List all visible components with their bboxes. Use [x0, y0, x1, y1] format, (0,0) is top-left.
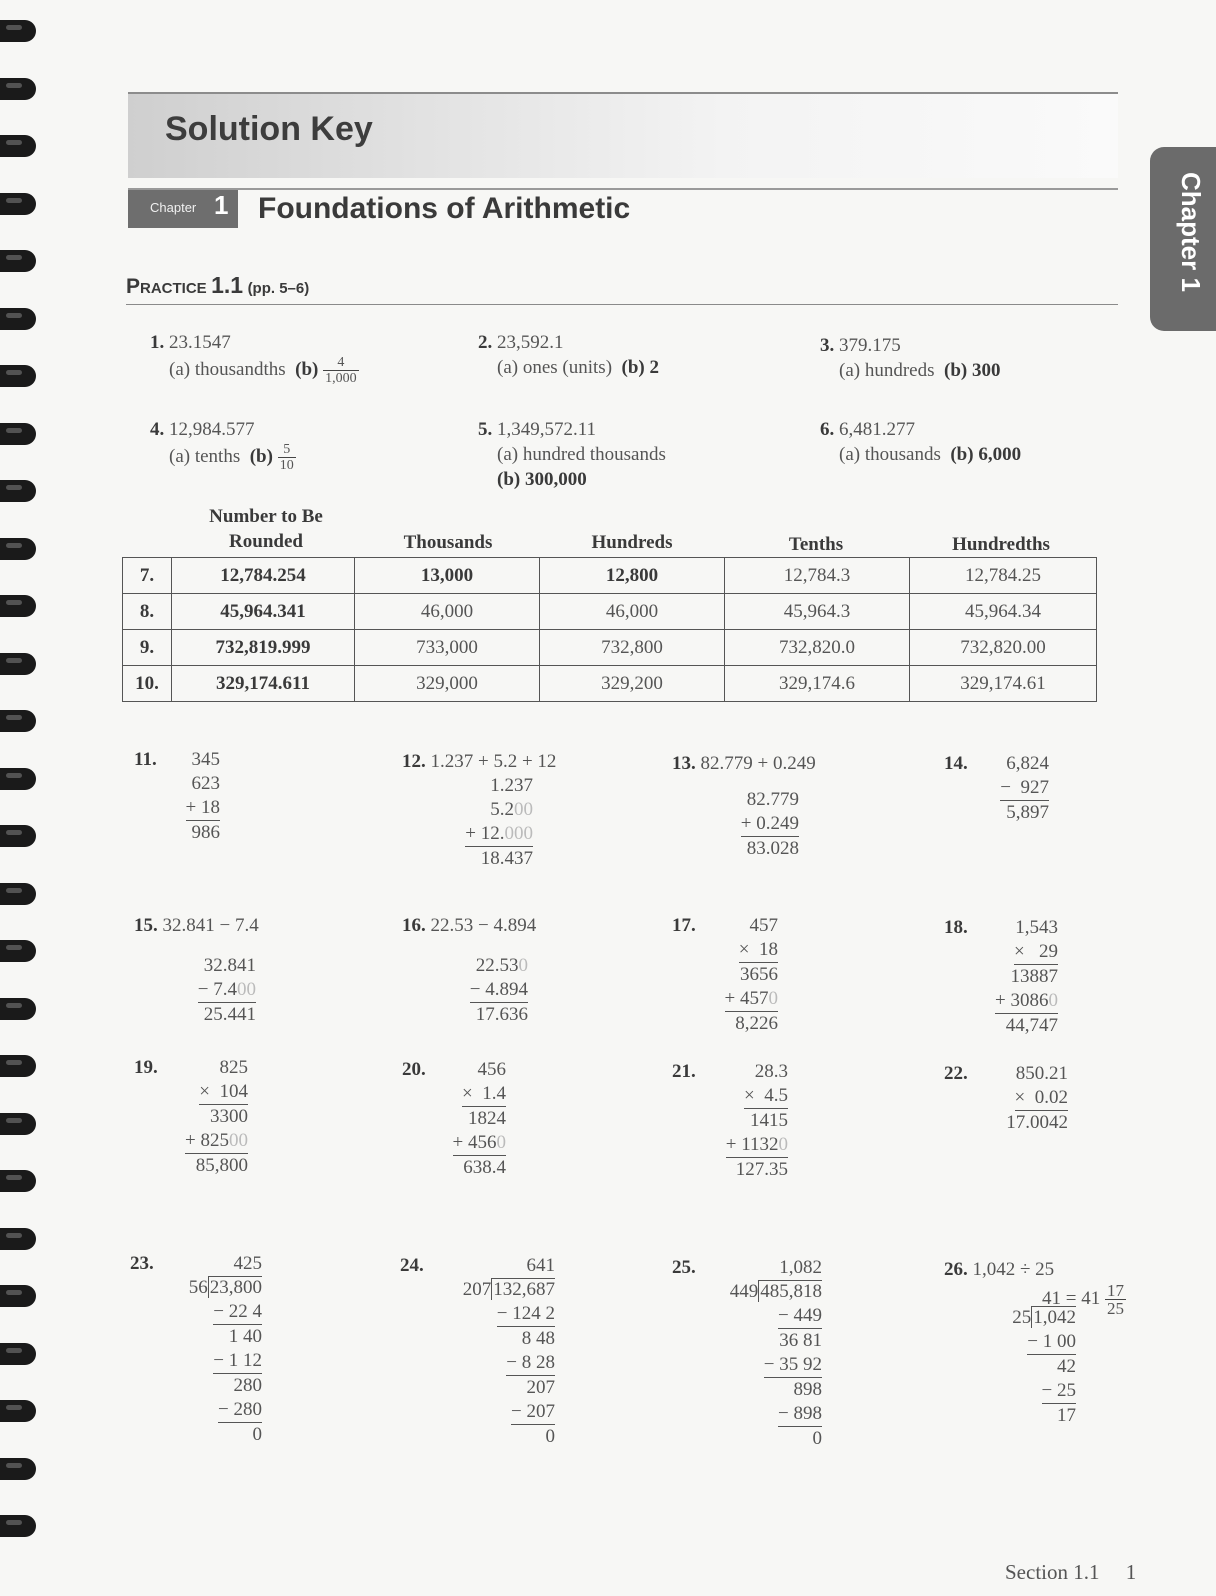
work-line: 280	[233, 1375, 262, 1396]
problem-20-number	[402, 1058, 426, 1082]
problem-number: 21.	[672, 1061, 696, 1082]
binding-ring	[0, 1343, 36, 1365]
work-line: + 0.249	[741, 812, 799, 837]
problem-26-question	[944, 1258, 1054, 1282]
problem-number: 13.	[672, 753, 696, 774]
chapter-title: Foundations of Arithmetic	[258, 192, 631, 225]
fraction-denominator: 25	[1107, 1299, 1124, 1318]
exercise-number: 4.	[150, 419, 165, 440]
problem-14-number	[944, 752, 968, 776]
binding-ring	[0, 250, 36, 272]
problem-number: 26.	[944, 1259, 968, 1280]
cell-number: 732,819.999	[172, 630, 355, 666]
work-line: − 898	[778, 1402, 822, 1427]
fraction	[1105, 1282, 1126, 1317]
problem-19	[170, 1056, 248, 1178]
divisor: 207	[462, 1279, 492, 1300]
work-line: 3656	[740, 964, 778, 985]
work-result: 5,897	[1006, 802, 1049, 823]
binding-ring	[0, 1055, 36, 1077]
cell-thousands: 733,000	[355, 630, 540, 666]
work-line: 898	[793, 1379, 822, 1400]
work-line: − 22 4	[213, 1300, 262, 1325]
dividend: 132,687	[493, 1279, 555, 1300]
work-remainder: 0	[252, 1424, 262, 1445]
exercise-3	[820, 333, 1000, 383]
binding-ring	[0, 1458, 36, 1480]
problem-16	[452, 954, 528, 1027]
table-header-number: Number to Be Rounded	[209, 506, 323, 552]
problem-18-number	[944, 916, 968, 940]
cell-number: 329,174.611	[172, 666, 355, 702]
exercise-answer-a: (a) ones (units)	[497, 357, 613, 378]
table-header-hundreds: Hundreds	[591, 532, 673, 553]
binding-ring	[0, 538, 36, 560]
problem-number: 17.	[672, 915, 696, 936]
fraction-denominator: 10	[279, 458, 294, 473]
problem-number: 11.	[134, 749, 157, 770]
dividend: 485,818	[760, 1281, 822, 1302]
quotient: 425	[233, 1253, 262, 1274]
page-number: 1	[1125, 1560, 1137, 1584]
fraction-numerator: 17	[1107, 1281, 1124, 1300]
problem-number: 23.	[130, 1253, 154, 1274]
dividend: 1,042	[1033, 1307, 1076, 1328]
exercise-answer-b: (b)	[249, 445, 273, 467]
work-result: 638.4	[463, 1157, 506, 1178]
binding-ring	[0, 78, 36, 100]
placeholder-zeros: 0	[496, 1132, 506, 1153]
work-line: × 29	[1014, 940, 1058, 965]
work-line: 42	[1057, 1356, 1076, 1377]
placeholder-zeros: 0	[778, 1134, 788, 1155]
problem-20	[440, 1058, 506, 1180]
exercise-2	[478, 330, 659, 380]
exercise-number: 6.	[820, 419, 835, 440]
table-header-tenths: Tenths	[788, 534, 844, 555]
work-line: − 7.4	[197, 979, 237, 1000]
spiral-binding	[0, 20, 40, 1580]
placeholder-zeros: 00	[514, 799, 533, 820]
work-line: × 1.4	[462, 1082, 506, 1107]
work-line: 13887	[1010, 966, 1058, 987]
exercise-value: 23,592.1	[497, 332, 564, 353]
work-result: 17.0042	[1006, 1112, 1068, 1133]
exercise-6	[820, 417, 1021, 467]
practice-pages: (pp. 5–6)	[247, 280, 310, 297]
work-line: 457	[749, 915, 778, 936]
work-line: + 12.	[465, 823, 505, 844]
problem-12	[420, 774, 533, 871]
problem-12-question	[402, 750, 556, 774]
exercise-answer-a: (a) thousandths	[169, 358, 286, 380]
dividend: 23,800	[209, 1277, 262, 1298]
problem-number: 19.	[134, 1057, 158, 1078]
work-line: − 927	[1000, 776, 1049, 801]
cell-hundredths: 45,964.34	[910, 594, 1097, 630]
cell-hundreds: 12,800	[540, 558, 725, 594]
work-line: + 18	[186, 796, 220, 821]
row-number: 10.	[123, 666, 172, 702]
exercise-number: 2.	[478, 332, 493, 353]
page-footer	[1005, 1560, 1136, 1585]
exercise-number: 3.	[820, 335, 835, 356]
work-line: 28.3	[754, 1061, 788, 1082]
problem-question: 82.779 + 0.249	[700, 753, 816, 774]
work-line: − 449	[778, 1304, 822, 1329]
fraction-numerator: 5	[278, 442, 296, 458]
problem-number: 20.	[402, 1059, 426, 1080]
problem-25-number	[672, 1256, 696, 1280]
problem-19-number	[134, 1056, 158, 1080]
work-line: 1 40	[228, 1326, 262, 1347]
work-line: 1415	[750, 1110, 788, 1131]
exercise-answer-b: (b) 2	[621, 357, 660, 378]
cell-thousands: 13,000	[355, 558, 540, 594]
fraction-denominator: 1,000	[325, 371, 357, 386]
binding-ring	[0, 1400, 36, 1422]
problem-question: 32.841 − 7.4	[162, 915, 259, 936]
work-line: × 18	[739, 938, 778, 963]
divisor: 56	[188, 1277, 208, 1298]
work-remainder: 17	[1057, 1405, 1076, 1426]
work-line: 5.2	[490, 799, 514, 820]
work-line: 207	[526, 1377, 555, 1398]
exercise-answer-b: (b) 300,000	[497, 469, 587, 490]
exercise-answer-b: (b) 6,000	[950, 444, 1022, 465]
problem-13	[700, 788, 799, 861]
placeholder-zeros: 0	[768, 988, 778, 1009]
problem-17-number	[672, 914, 696, 938]
problem-number: 25.	[672, 1257, 696, 1278]
work-line: 1,543	[1015, 917, 1058, 938]
problem-24-number	[400, 1254, 424, 1278]
exercise-answer-a: (a) tenths	[169, 445, 241, 467]
work-line: 22.53	[475, 955, 519, 976]
exercise-answer-a: (a) hundred thousands	[497, 444, 666, 465]
binding-ring	[0, 653, 36, 675]
work-line: − 35 92	[764, 1353, 822, 1378]
binding-ring	[0, 20, 36, 42]
work-result: 85,800	[195, 1155, 248, 1176]
cell-tenths: 732,820.0	[725, 630, 910, 666]
problem-25	[710, 1256, 822, 1451]
work-line: + 457	[724, 988, 769, 1009]
binding-ring	[0, 595, 36, 617]
table-row	[123, 594, 1097, 630]
problem-number: 22.	[944, 1063, 968, 1084]
work-line: × 0.02	[1015, 1086, 1068, 1111]
binding-ring	[0, 308, 36, 330]
work-remainder: 0	[545, 1426, 555, 1447]
chapter-number: 1	[214, 190, 229, 220]
placeholder-zeros: 000	[504, 823, 533, 844]
quotient: 41 = 41	[1042, 1287, 1101, 1309]
problem-15	[180, 954, 256, 1027]
work-line: 623	[191, 773, 220, 794]
work-result: 83.028	[746, 838, 799, 859]
practice-rule	[126, 304, 1118, 305]
problem-13-question	[672, 752, 816, 776]
binding-ring	[0, 1170, 36, 1192]
problem-24	[440, 1254, 555, 1449]
fraction	[323, 355, 359, 386]
exercise-answer-a: (a) hundreds	[839, 360, 935, 381]
cell-hundredths: 732,820.00	[910, 630, 1097, 666]
problem-21-number	[672, 1060, 696, 1084]
rounding-table	[122, 557, 1097, 702]
placeholder-zeros: 0	[518, 955, 528, 976]
binding-ring	[0, 1285, 36, 1307]
work-line: 36 81	[779, 1330, 822, 1351]
binding-ring	[0, 883, 36, 905]
work-line: 32.841	[203, 955, 256, 976]
placeholder-zeros: 0	[1048, 990, 1058, 1011]
exercise-value: 379.175	[839, 335, 901, 356]
table-header-thousands: Thousands	[403, 532, 493, 553]
work-line: 345	[191, 749, 220, 770]
cell-tenths: 12,784.3	[725, 558, 910, 594]
problem-number: 16.	[402, 915, 426, 936]
problem-11	[150, 748, 220, 845]
problem-23	[160, 1252, 262, 1447]
work-result: 18.437	[480, 848, 533, 869]
work-line: × 4.5	[744, 1084, 788, 1109]
work-result: 127.35	[735, 1159, 788, 1180]
work-line: + 1132	[725, 1134, 779, 1155]
problem-number: 14.	[944, 753, 968, 774]
exercise-value: 6,481.277	[839, 419, 915, 440]
work-line: 456	[477, 1059, 506, 1080]
cell-tenths: 45,964.3	[725, 594, 910, 630]
row-number: 9.	[123, 630, 172, 666]
cell-hundreds: 46,000	[540, 594, 725, 630]
binding-ring	[0, 1515, 36, 1537]
quotient: 1,082	[779, 1257, 822, 1278]
chapter-word: Chapter	[150, 200, 197, 215]
work-line: − 25	[1042, 1379, 1076, 1404]
binding-ring	[0, 825, 36, 847]
binding-ring	[0, 193, 36, 215]
footer-section: Section 1.1	[1005, 1560, 1100, 1584]
exercise-value: 12,984.577	[169, 419, 255, 440]
chapter-tab-label: Chapter 1	[1176, 172, 1206, 292]
placeholder-zeros: 00	[229, 1130, 248, 1151]
exercise-5	[478, 417, 666, 492]
work-remainder: 0	[812, 1428, 822, 1449]
cell-number: 12,784.254	[172, 558, 355, 594]
problem-number: 18.	[944, 917, 968, 938]
problem-number: 15.	[134, 915, 158, 936]
exercise-4	[150, 417, 296, 473]
problem-26-division	[990, 1306, 1076, 1428]
work-line: − 280	[218, 1398, 262, 1423]
work-line: 850.21	[1015, 1063, 1068, 1084]
work-result: 44,747	[1005, 1015, 1058, 1036]
exercise-value: 23.1547	[169, 332, 231, 353]
work-line: − 8 28	[506, 1351, 555, 1376]
problem-23-number	[130, 1252, 154, 1276]
problem-question: 1,042 ÷ 25	[972, 1259, 1055, 1280]
exercise-1	[150, 330, 359, 386]
work-line: − 4.894	[470, 978, 528, 1003]
problem-15-question	[134, 914, 259, 938]
problem-22-number	[944, 1062, 968, 1086]
quotient: 641	[526, 1255, 555, 1276]
row-number: 8.	[123, 594, 172, 630]
table-row	[123, 666, 1097, 702]
practice-label: Practice	[126, 275, 207, 298]
cell-hundreds: 329,200	[540, 666, 725, 702]
cell-tenths: 329,174.6	[725, 666, 910, 702]
table-row	[123, 630, 1097, 666]
work-line: − 1 00	[1027, 1330, 1076, 1355]
binding-ring	[0, 480, 36, 502]
problem-16-question	[402, 914, 536, 938]
binding-ring	[0, 940, 36, 962]
placeholder-zeros: 00	[237, 979, 256, 1000]
work-result: 986	[191, 822, 220, 843]
practice-number: 1.1	[211, 272, 244, 298]
work-result: 25.441	[203, 1004, 256, 1025]
cell-thousands: 329,000	[355, 666, 540, 702]
work-result: 8,226	[735, 1013, 778, 1034]
binding-ring	[0, 998, 36, 1020]
work-result: 17.636	[475, 1004, 528, 1025]
problem-number: 24.	[400, 1255, 424, 1276]
cell-hundredths: 12,784.25	[910, 558, 1097, 594]
work-line: − 1 12	[213, 1349, 262, 1374]
exercise-number: 1.	[150, 332, 165, 353]
exercise-value: 1,349,572.11	[497, 419, 597, 440]
divisor: 449	[729, 1281, 759, 1302]
binding-ring	[0, 423, 36, 445]
fraction	[278, 442, 296, 473]
problem-question: 1.237 + 5.2 + 12	[430, 751, 557, 772]
binding-ring	[0, 135, 36, 157]
binding-ring	[0, 365, 36, 387]
work-line: × 104	[199, 1080, 248, 1105]
cell-thousands: 46,000	[355, 594, 540, 630]
row-number: 7.	[123, 558, 172, 594]
exercise-number: 5.	[478, 419, 493, 440]
work-line: 825	[219, 1057, 248, 1078]
problem-14	[970, 752, 1049, 825]
work-line: 82.779	[746, 789, 799, 810]
work-line: + 3086	[995, 990, 1049, 1011]
problem-question: 22.53 − 4.894	[430, 915, 537, 936]
binding-ring	[0, 1228, 36, 1250]
binding-ring	[0, 1113, 36, 1135]
binding-ring	[0, 710, 36, 732]
work-line: + 456	[452, 1132, 497, 1153]
problem-22	[980, 1062, 1068, 1135]
problem-17	[706, 914, 778, 1036]
table-row	[123, 558, 1097, 594]
exercise-answer-a: (a) thousands	[839, 444, 941, 465]
chapter-rule	[128, 188, 1118, 190]
exercise-answer-b: (b) 300	[944, 360, 1001, 381]
work-line: − 207	[511, 1400, 555, 1425]
fraction-numerator: 4	[323, 355, 359, 371]
cell-number: 45,964.341	[172, 594, 355, 630]
binding-ring	[0, 768, 36, 790]
problem-number: 12.	[402, 751, 426, 772]
work-line: + 825	[185, 1130, 229, 1151]
divisor: 25	[1012, 1307, 1032, 1328]
practice-heading	[126, 272, 309, 299]
work-line: 6,824	[1006, 753, 1049, 774]
cell-hundredths: 329,174.61	[910, 666, 1097, 702]
page-title: Solution Key	[165, 110, 373, 148]
work-line: − 124 2	[497, 1302, 555, 1327]
exercise-answer-b: (b)	[295, 358, 319, 380]
problem-18	[976, 916, 1058, 1038]
table-header-hundredths: Hundredths	[952, 534, 1050, 555]
work-line: 1824	[468, 1108, 506, 1129]
problem-21	[710, 1060, 788, 1182]
work-line: 3300	[210, 1106, 248, 1127]
work-line: 1.237	[490, 775, 533, 796]
cell-hundreds: 732,800	[540, 630, 725, 666]
work-line: 8 48	[521, 1328, 555, 1349]
